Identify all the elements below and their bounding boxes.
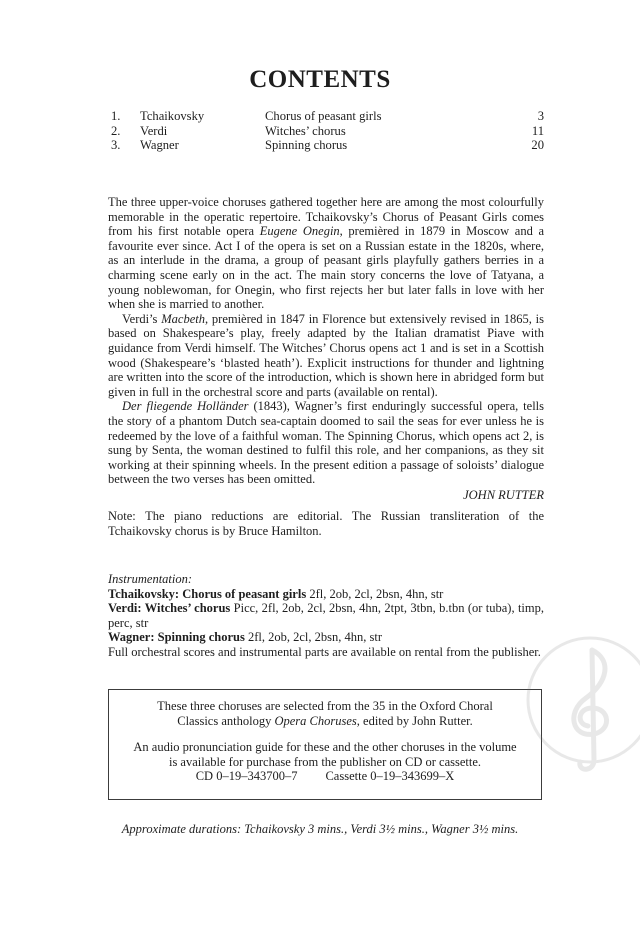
box-line: These three choruses are selected from the 35 in the Oxford Choral bbox=[157, 699, 493, 713]
author-signature: JOHN RUTTER bbox=[463, 487, 544, 502]
instrumentation-heading: Instrumentation: bbox=[108, 572, 193, 586]
instrumentation-label: Tchaikovsky: Chorus of peasant girls bbox=[108, 586, 307, 601]
contents-number: 1. bbox=[111, 109, 121, 123]
intro-paragraph-wagner bbox=[108, 399, 544, 487]
contents-page-number: 20 bbox=[531, 138, 544, 152]
contents-page-number: 11 bbox=[531, 123, 544, 138]
intro-text: The three upper-voice choruses gathered together here are among the most colourfully memorable in the operatic repertoire. Tchaikovsky’s Chorus of Peasant Girls comes from his first notable opera bbox=[108, 195, 544, 239]
contents-number: 3. bbox=[111, 138, 121, 152]
intro-paragraph-tchaikovsky bbox=[108, 195, 544, 312]
anthology-info-box bbox=[108, 689, 542, 800]
treble-clef-watermark-icon bbox=[520, 620, 640, 780]
catalogue-numbers bbox=[109, 769, 541, 784]
instrumentation-label: Verdi: Witches’ chorus bbox=[108, 601, 231, 616]
rental-note: Full orchestral scores and instrumental parts are available on rental from the publisher. bbox=[108, 644, 541, 659]
editorial-note: Note: The piano reductions are editorial. The Russian transliteration of the Tchaikovsky chorus is by Bruce Hamilton. bbox=[108, 509, 544, 538]
instrumentation-detail: 2fl, 2ob, 2cl, 2bsn, 4hn, str bbox=[244, 630, 382, 645]
approximate-durations: Approximate durations: Tchaikovsky 3 mins., Verdi 3½ mins., Wagner 3½ mins. bbox=[121, 822, 519, 836]
contents-composer: Tchaikovsky bbox=[140, 109, 205, 123]
cassette-number: Cassette 0–19–343699–X bbox=[325, 769, 455, 784]
instrumentation-line bbox=[108, 587, 544, 602]
contents-composer: Verdi bbox=[140, 123, 168, 138]
intro-text: (1843), Wagner’s first enduringly successful opera, tells the story of a phantom Dutch sea-captain doomed to sail the seas for ever unless he is redeemed by the love of a faithful woman. The Spinning Chorus, which opens act 2, is sung by Senta, the woman destined to fulfil this role, and her companions, as they sit working at their spinning wheels. In the present edition a passage of soloists’ dialogue between the two verses has been omitted. bbox=[108, 399, 545, 487]
pronunciation-guide-text: An audio pronunciation guide for these and the other choruses in the volume is available for purchase from the publisher on CD or cassette. bbox=[133, 740, 517, 769]
page-title: CONTENTS bbox=[249, 66, 391, 93]
contents-composer: Wagner bbox=[140, 138, 179, 152]
spacer bbox=[109, 728, 541, 740]
box-line bbox=[109, 714, 541, 729]
instrumentation-section bbox=[108, 572, 544, 660]
contents-number: 2. bbox=[111, 123, 121, 138]
instrumentation-line bbox=[108, 630, 544, 645]
contents-table bbox=[108, 109, 544, 153]
cd-number: CD 0–19–343700–7 bbox=[195, 769, 298, 784]
contents-row[interactable] bbox=[108, 124, 544, 139]
intro-text: , premièred in 1847 in Florence but extensively revised in 1865, is based on Shakespeare’s play, freely adapted by the Italian dramatist Piave with guidance from Verdi himself. The Witches’ Chorus opens act 1 and is set in a Scottish wood (Shakespeare’s ‘blasted heath’). Explicit instructions for thunder and lightning are written into the score of the introduction, which is shown here in abridged form but given in full in the orchestral score and parts (available on rental). bbox=[108, 311, 544, 399]
instrumentation-detail: Picc, 2fl, 2ob, 2cl, 2bsn, 4hn, 2tpt, 3tbn, b.tbn (or tuba), timp, perc, str bbox=[108, 601, 544, 630]
contents-piece-title: Chorus of peasant girls bbox=[265, 109, 382, 123]
contents-row[interactable] bbox=[108, 138, 544, 153]
introduction bbox=[108, 195, 544, 502]
contents-page-number: 3 bbox=[537, 109, 544, 123]
intro-text: , premièred in 1879 in Moscow and a favourite ever since. Act I of the opera is set on a Russian estate in the 1820s, where, as an interlude in the drama, a group of peasant girls playfully gathers berries in a charming scene early on in the act. The main story concerns the love of Tatyana, a young noblewoman, for Onegin, who first rejects her but later falls in love with her when she is married to another. bbox=[108, 224, 545, 312]
box-text: Classics anthology bbox=[177, 713, 275, 728]
anthology-title: Opera Choruses bbox=[274, 713, 357, 728]
opera-title: Eugene Onegin bbox=[259, 224, 340, 239]
box-text: , edited by John Rutter. bbox=[356, 713, 473, 728]
contents-piece-title: Witches’ chorus bbox=[265, 123, 346, 138]
contents-piece-title: Spinning chorus bbox=[265, 138, 348, 152]
intro-paragraph-verdi bbox=[108, 312, 544, 400]
instrumentation-line bbox=[108, 601, 544, 630]
intro-text: Verdi’s bbox=[122, 311, 162, 326]
opera-title: Macbeth bbox=[161, 311, 205, 326]
contents-row[interactable] bbox=[108, 109, 544, 124]
instrumentation-label: Wagner: Spinning chorus bbox=[108, 630, 245, 645]
opera-title: Der fliegende Holländer bbox=[122, 399, 249, 414]
instrumentation-detail: 2fl, 2ob, 2cl, 2bsn, 4hn, str bbox=[306, 586, 444, 601]
